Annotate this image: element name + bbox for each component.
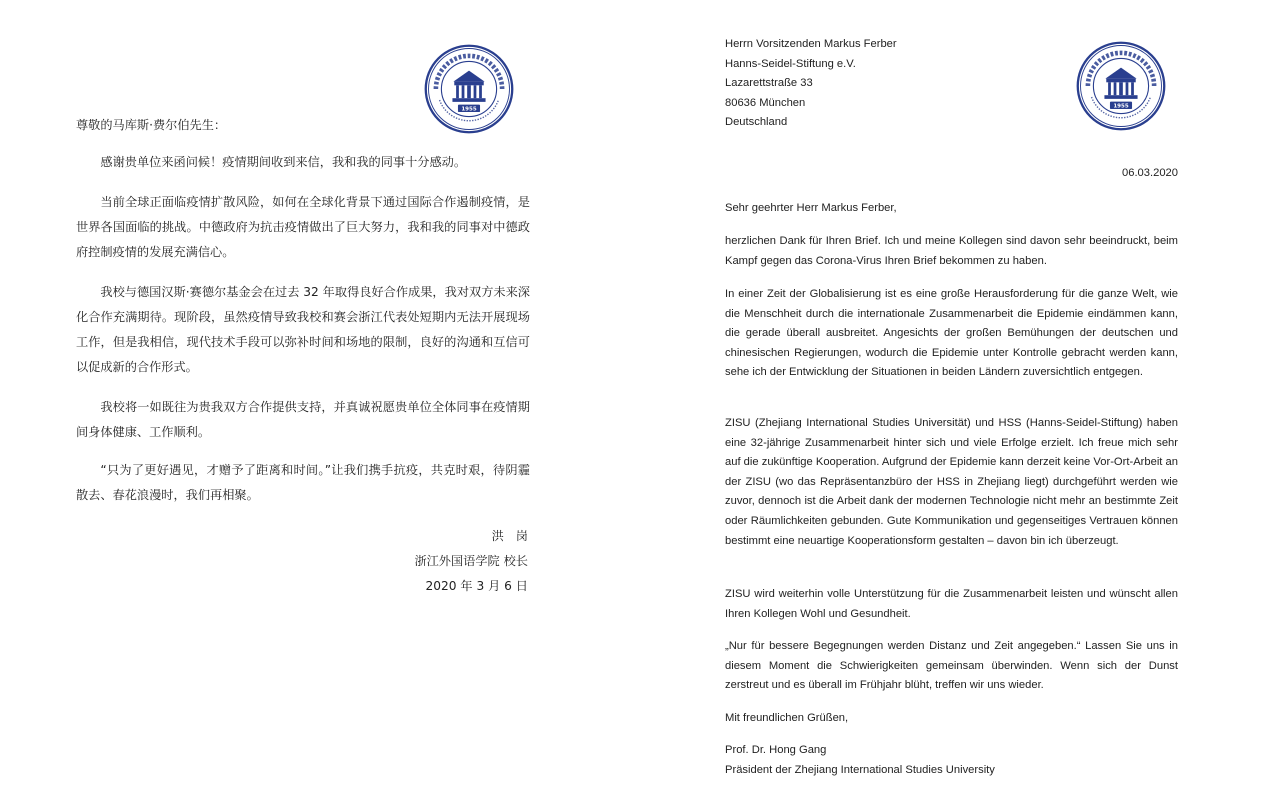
letter-paragraph: In einer Zeit der Globalisierung ist es eine große Herausforderung für die ganze Welt, wie die Menschheit durch die internationale Zusammenarbeit die Epidemie eindämmen kann, die gerade überall ausbreitet. Angesichts der großen Bemühungen der deutschen und chinesischen Regierungen, wodurch die Epidemie unter Kontrolle gebracht werden kann, sehe ich der Entwicklung der Situationen in beiden Ländern zuversichtlich entgegen. [725,288,1178,379]
address-line: 80636 München [725,96,806,109]
signature-title: Präsident der Zhejiang International Studies University [725,763,995,776]
german-letter-page [620,0,1263,805]
address-line: Lazarettstraße 33 [725,77,813,90]
signature-block [725,741,1178,780]
seal-year: 1955 [1113,103,1129,110]
letter-closing: Mit freundlichen Grüßen, [725,712,849,724]
letter-salutation: 尊敬的马库斯·费尔伯先生： [76,118,227,132]
letter-paragraph: 我校与德国汉斯·赛德尔基金会在过去 32 年取得良好合作成果，我对双方未来深化合作充满期待。现阶段，虽然疫情导致我校和赛会浙江代表处短期内无法开展现场工作，但是我相信，现代技术手段可以弥补时间和场地的限制，良好的沟通和互信可以促成新的合作形式。 [76,285,530,374]
letter-date: 06.03.2020 [1122,167,1178,179]
address-line: Herrn Vorsitzenden Markus Ferber [725,38,897,50]
signature-name: Prof. Dr. Hong Gang [725,744,827,756]
letter-paragraph: ZISU (Zhejiang International Studies Universität) und HSS (Hanns-Seidel-Stiftung) haben eine 32-jährige Zusammenarbeit hinter sich und viele Erfolge erzielt. Ich freue mich sehr auf die zukünftige Kooperation. Aufgrund der Epidemie kann derzeit keine Vor-Ort-Arbeit an der ZISU (wo das Repräsentanzbüro der HSS in Zhejiang liegt) durchgeführt werden wie zuvor, dennoch ist die Arbeit dank der modernen Technologie nicht mehr an bestimmte Zeit oder Räumlichkeiten gebunden. Gute Kommunikation und gegenseitiges Vertrauen können bestimmt eine neuartige Kooperationsform gestalten – davon bin ich überzeugt. [725,417,1178,547]
signature-name: 洪岗 [491,529,540,543]
letter-paragraph: ZISU wird weiterhin volle Unterstützung für die Zusammenarbeit leisten und wünscht allen Ihren Kollegen Wohl und Gesundheit. [725,588,1178,620]
university-seal-logo [1075,40,1167,132]
address-line: Deutschland [725,116,788,129]
chinese-letter-page [0,0,620,805]
letter-salutation: Sehr geehrter Herr Markus Ferber, [725,202,897,214]
signature-date: 2020 年 3 月 6 日 [425,579,528,593]
seal-emblem-icon [1075,40,1167,132]
letter-paragraph: 感谢贵单位来函问候！疫情期间收到来信，我和我的同事十分感动。 [100,155,467,169]
signature-title: 浙江外国语学院 校长 [414,554,528,568]
letter-paragraph: herzlichen Dank für Ihren Brief. Ich und meine Kollegen sind davon sehr beeindruckt, beim Kampf gegen das Corona-Virus Ihren Brief bekommen zu haben. [725,235,1178,267]
address-line: Hanns-Seidel-Stiftung e.V. [725,57,856,70]
letter-paragraph: “只为了更好遇见，才赠予了距离和时间。”让我们携手抗疫，共克时艰，待阴霾散去、春花浪漫时，我们再相聚。 [76,463,530,502]
letter-paragraph: 我校将一如既往为贵我双方合作提供支持，并真诚祝愿贵单位全体同事在疫情期间身体健康、工作顺利。 [76,400,530,439]
letter-paragraph: „Nur für bessere Begegnungen werden Distanz und Zeit angegeben.“ Lassen Sie uns in diesem Moment die Schwierigkeiten gemeinsam überwinden. Wenn sich der Dunst zerstreut und es überall im Frühjahr blüht, treffen wir uns wieder. [725,640,1178,692]
seal-year: 1955 [461,106,477,113]
letter-paragraph: 当前全球正面临疫情扩散风险，如何在全球化背景下通过国际合作遏制疫情，是世界各国面临的挑战。中德政府为抗击疫情做出了巨大努力，我和我的同事对中德政府控制疫情的发展充满信心。 [76,195,530,259]
